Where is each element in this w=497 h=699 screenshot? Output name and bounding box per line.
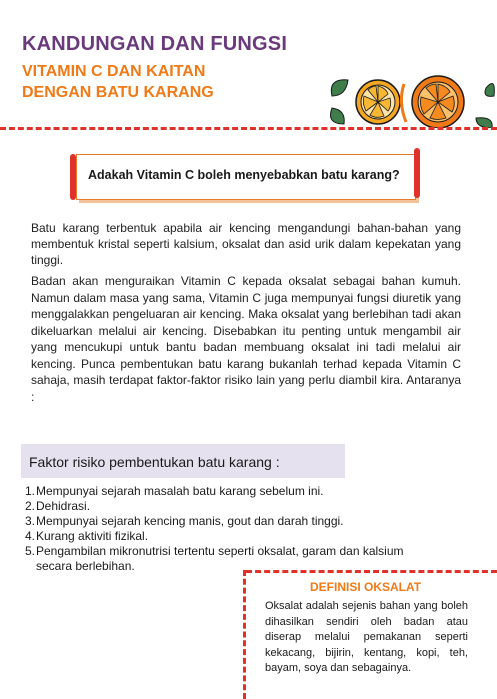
risk-factor-list (18, 484, 418, 574)
list-item: 5. Pengambilan mikronutrisi tertentu seperti oksalat, garam dan kalsium secara berlebihan. (24, 544, 404, 573)
list-item: 4. Kurang aktiviti fizikal. (24, 529, 149, 543)
definition-border-top (246, 570, 497, 573)
definition-text: Oksalat adalah sejenis bahan yang boleh dihasilkan sendiri oleh badan atau diserap melalui pemakanan seperti kekacang, bijirin, kentang, kopi, teh, bayam, soya dan sebagainya. (265, 600, 468, 674)
subtitle-line-1: VITAMIN C DAN KAITAN (22, 63, 206, 80)
question-text: Adakah Vitamin C boleh menyebabkan batu karang? (88, 168, 400, 182)
section-divider (0, 127, 497, 130)
risk-factor-heading: Faktor risiko pembentukan batu karang : (29, 454, 280, 470)
subtitle-line-2: DENGAN BATU KARANG (22, 84, 214, 101)
definition-border-left (243, 570, 246, 699)
paragraph-1: Batu karang terbentuk apabila air kencing mengandungi bahan-bahan yang membentuk kristal seperti kalsium, oksalat dan asid urik dalam kepekatan yang tinggi. (31, 221, 461, 267)
list-item: 1. Mempunyai sejarah masalah batu karang sebelum ini. (24, 484, 324, 498)
orange-slices-icon (326, 74, 496, 128)
list-item: 3. Mempunyai sejarah kencing manis, gout dan darah tinggi. (24, 514, 344, 528)
definition-title: DEFINISI OKSALAT (310, 580, 422, 594)
page-title: KANDUNGAN DAN FUNGSI (22, 33, 288, 55)
page-subtitle (22, 61, 322, 103)
paragraph-2: Badan akan menguraikan Vitamin C kepada oksalat sebagai bahan kumuh. Namun dalam masa yang sama, Vitamin C juga mempunyai fungsi diuretik yang menggalakkan pengeluaran air kencing. Maka oksalat yang berlebihan tadi akan dikeluarkan melalui air kencing. Disebabkan itu penting untuk mengambil air yang mencukupi untuk bantu badan membuang oksalat ini tadi melalui air kencing. Punca pembentukan batu karang bukanlah terhad kepada Vitamin C sahaja, masih terdapat faktor-faktor risiko lain yang perlu diambil kira. Antaranya : (31, 274, 461, 404)
question-box-right-accent (414, 148, 420, 198)
list-item: 2. Dehidrasi. (24, 499, 91, 513)
